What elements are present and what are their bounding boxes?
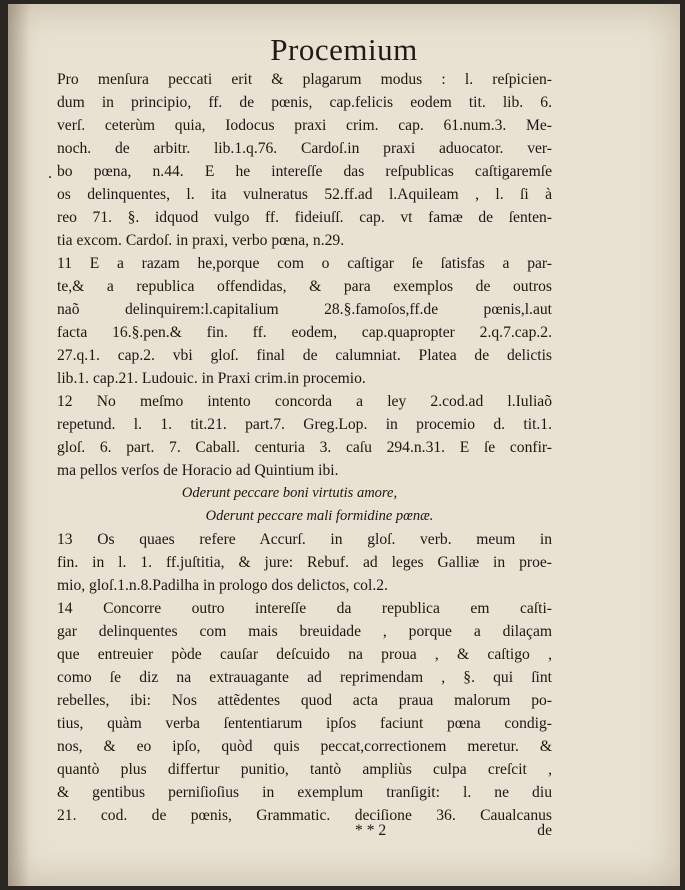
- text-line: te,& a republica offendidas, & para exemplos de outros: [57, 278, 552, 295]
- verse-line: Oderunt peccare boni virtutis amore,: [181, 485, 398, 501]
- verse-line: Oderunt peccare mali formidine pœnæ.: [205, 508, 434, 524]
- text-line: que entreuier pòde cauſar deſcuido na proua , & caſtigo ,: [57, 646, 552, 663]
- text-line: facta 16.§.pen.& fin. ff. eodem, cap.quapropter 2.q.7.cap.2.: [57, 324, 552, 341]
- text-line: gloſ. 6. part. 7. Caball. centuria 3. caſu 294.n.31. E ſe confir-: [57, 439, 552, 456]
- text-line: naõ delinquirem:l.capitalium 28.§.famoſos,ff.de pœnis,l.aut: [57, 301, 552, 318]
- text-line: tius, quàm verba ſententiarum ipſos faciunt pœna condig-: [57, 715, 552, 732]
- text-line: ma pellos verſos de Horacio ad Quintium ibi.: [57, 462, 339, 479]
- text-line: bo pœna, n.44. E he intereſſe das reſpublicas caſtigaremſe: [57, 163, 552, 180]
- text-line: os delinquentes, l. ita vulneratus 52.ff.ad l.Aquileam , l. ſi à: [57, 186, 552, 203]
- paragraph-11-start: 11 E a razam he,porque com o caſtigar ſe ſatisfas a par-: [57, 255, 552, 272]
- page-footer: [57, 822, 552, 846]
- text-line: quantò plus differtur punitio, tantò ampliùs culpa creſcit ,: [57, 761, 552, 778]
- body-text: [57, 68, 552, 827]
- page-title: Procemium: [270, 32, 418, 67]
- book-page: [8, 4, 680, 886]
- paragraph-13-start: 13 Os quaes refere Accurſ. in gloſ. verb. meum in: [57, 531, 552, 548]
- text-line: 21. cod. de pœnis, Grammatic. deciſione 36. Caualcanus: [57, 807, 552, 824]
- text-line: Pro menſura peccati erit & plagarum modus : l. reſpicien-: [57, 71, 552, 88]
- catchword: de: [537, 822, 552, 839]
- margin-mark: .: [48, 165, 52, 182]
- paragraph-12-start: 12 No meſmo intento concorda a ley 2.cod.ad l.Iuliaõ: [57, 393, 552, 410]
- text-line: reo 71. §. idquod vulgo ff. fideiuſſ. cap. vt famæ de ſenten-: [57, 209, 552, 226]
- text-line: noch. de arbitr. lib.1.q.76. Cardoſ.in praxi aduocator. ver-: [57, 140, 552, 157]
- text-line: nos, & eo ipſo, quòd quis peccat,correctionem meretur. &: [57, 738, 552, 755]
- paragraph-14-start: 14 Concorre outro intereſſe da republica em caſti-: [57, 600, 552, 617]
- text-line: tia excom. Cardoſ. in praxi, verbo pœna, n.29.: [57, 232, 345, 249]
- text-line: verſ. ceterùm quia, Iodocus praxi crim. cap. 61.num.3. Me-: [57, 117, 552, 134]
- page-gutter-shadow: [8, 4, 30, 886]
- text-line: lib.1. cap.21. Ludouic. in Praxi crim.in procemio.: [57, 370, 366, 387]
- text-line: 27.q.1. cap.2. vbi gloſ. final de calumniat. Platea de delictis: [57, 347, 552, 364]
- text-line: rebelles, ibi: Nos attẽdentes quod acta praua malorum po-: [57, 692, 552, 709]
- text-line: repetund. l. 1. tit.21. part.7. Greg.Lop. in procemio d. tit.1.: [57, 416, 552, 433]
- text-line: dum in principio, ff. de pœnis, cap.felicis eodem tit. lib. 6.: [57, 94, 552, 111]
- text-line: gar delinquentes com mais breuidade , porque a dilaçam: [57, 623, 552, 640]
- text-line: fin. in l. 1. ff.juſtitia, & jure: Rebuf. ad leges Galliæ in proe-: [57, 554, 552, 571]
- text-line: mio, gloſ.1.n.8.Padilha in prologo dos delictos, col.2.: [57, 577, 388, 594]
- text-line: & gentibus perniſioſius in exemplum tranſigit: l. ne diu: [57, 784, 552, 801]
- signature-mark: * * 2: [355, 822, 387, 839]
- text-line: como ſe diz na extrauagante ad reprimendam , §. qui ſint: [57, 669, 552, 686]
